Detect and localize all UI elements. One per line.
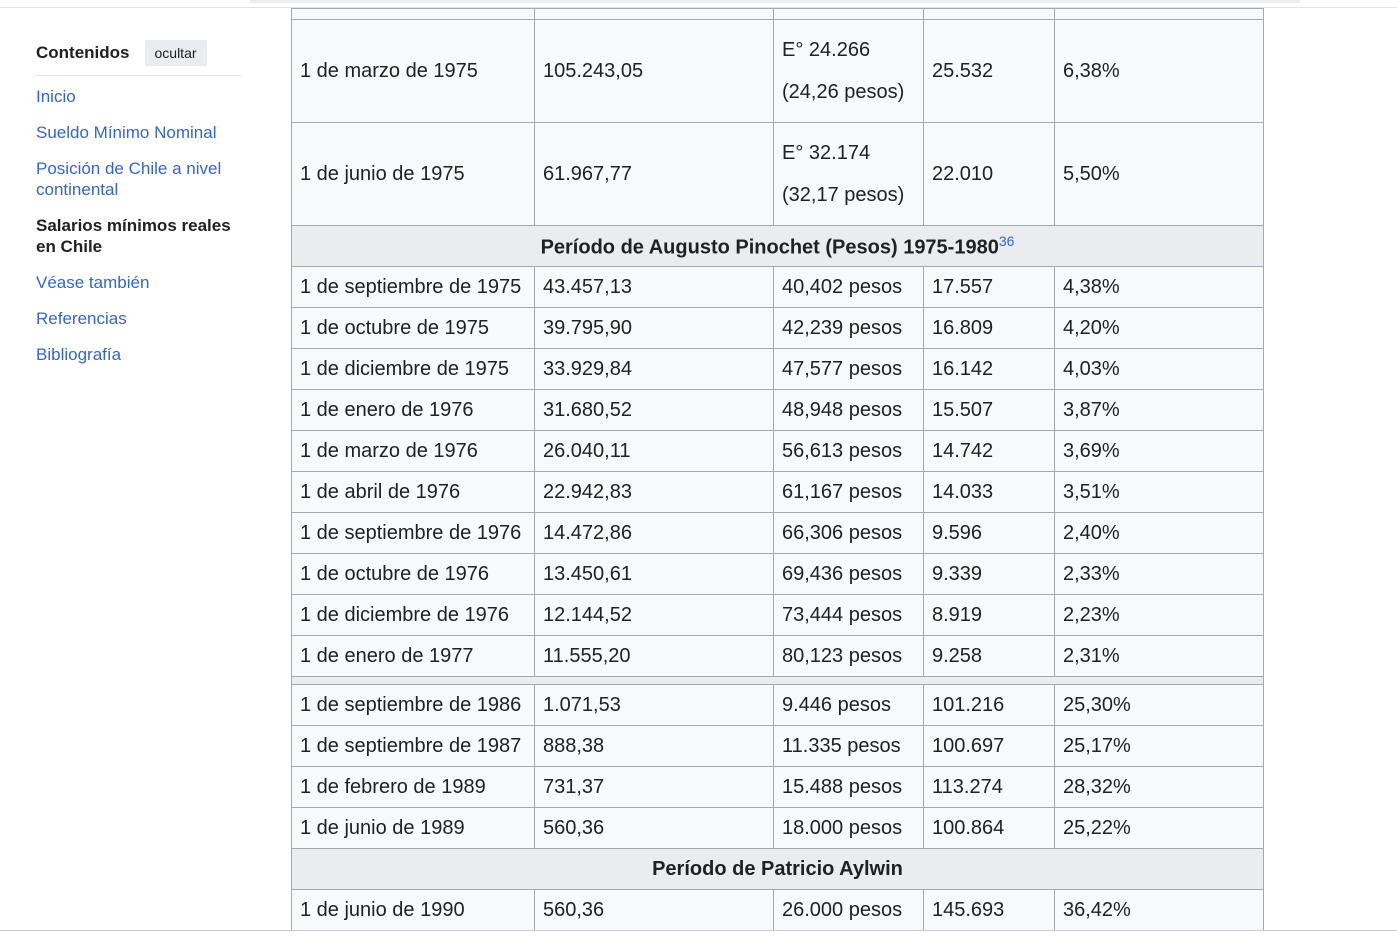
table-row [292, 513, 1264, 554]
table-row [292, 472, 1264, 513]
value-cell: 145.693 [924, 890, 1055, 931]
table-row [292, 390, 1264, 431]
table-row [292, 431, 1264, 472]
real-wage-cell: 105.243,05 [535, 20, 774, 123]
date-cell: 1 de diciembre de 1976 [292, 595, 535, 636]
real-wage-cell: 13.450,61 [535, 554, 774, 595]
percent-cell: 4,38% [1055, 267, 1264, 308]
real-wage-cell: 26.040,11 [535, 431, 774, 472]
table-row [292, 20, 1264, 123]
real-wage-cell: 731,37 [535, 767, 774, 808]
value-cell: 9.596 [924, 513, 1055, 554]
top-border [0, 0, 1397, 8]
date-cell: 1 de septiembre de 1987 [292, 726, 535, 767]
value-cell: 22.010 [924, 123, 1055, 226]
table-row [292, 890, 1264, 931]
percent-cell: 25,17% [1055, 726, 1264, 767]
value-cell: 15.507 [924, 390, 1055, 431]
nominal-wage-cell: 9.446 pesos [774, 685, 924, 726]
nominal-pesos: (24,26 pesos) [782, 81, 905, 103]
nominal-wage-cell [774, 123, 924, 226]
table-gap-cell [292, 677, 1264, 685]
toc-header [36, 38, 241, 76]
section-header-row [292, 226, 1264, 267]
date-cell: 1 de diciembre de 1975 [292, 349, 535, 390]
nominal-wage-cell: 11.335 pesos [774, 726, 924, 767]
table-cell [535, 9, 774, 20]
date-cell: 1 de octubre de 1976 [292, 554, 535, 595]
percent-cell: 4,03% [1055, 349, 1264, 390]
table-row [292, 726, 1264, 767]
nominal-wage-cell: 66,306 pesos [774, 513, 924, 554]
percent-cell: 5,50% [1055, 123, 1264, 226]
value-cell: 9.339 [924, 554, 1055, 595]
date-cell: 1 de marzo de 1976 [292, 431, 535, 472]
toc-item-sueldo-minimo-nominal[interactable]: Sueldo Mínimo Nominal [36, 123, 217, 142]
value-cell: 16.142 [924, 349, 1055, 390]
toc-hide-button[interactable]: ocultar [145, 40, 207, 66]
table-row [292, 123, 1264, 226]
percent-cell: 28,32% [1055, 767, 1264, 808]
wage-table-wrapper [291, 8, 1264, 931]
table-row [292, 349, 1264, 390]
toc-title: Contenidos [36, 42, 130, 62]
table-row [292, 636, 1264, 677]
real-wage-cell: 61.967,77 [535, 123, 774, 226]
nominal-wage-cell: 56,613 pesos [774, 431, 924, 472]
date-cell: 1 de junio de 1975 [292, 123, 535, 226]
real-wage-cell: 12.144,52 [535, 595, 774, 636]
date-cell: 1 de junio de 1989 [292, 808, 535, 849]
section-header-row [292, 849, 1264, 890]
value-cell: 17.557 [924, 267, 1055, 308]
wage-table [291, 8, 1264, 931]
value-cell: 8.919 [924, 595, 1055, 636]
percent-cell: 2,40% [1055, 513, 1264, 554]
nominal-wage-cell: 40,402 pesos [774, 267, 924, 308]
value-cell: 9.258 [924, 636, 1055, 677]
percent-cell: 25,22% [1055, 808, 1264, 849]
toc-item-inicio[interactable]: Inicio [36, 87, 76, 106]
section-header-aylwin: Período de Patricio Aylwin [292, 849, 1264, 890]
date-cell: 1 de octubre de 1975 [292, 308, 535, 349]
nominal-wage-cell: 80,123 pesos [774, 636, 924, 677]
real-wage-cell: 888,38 [535, 726, 774, 767]
real-wage-cell: 1.071,53 [535, 685, 774, 726]
real-wage-cell: 11.555,20 [535, 636, 774, 677]
value-cell: 25.532 [924, 20, 1055, 123]
nominal-wage-cell: 26.000 pesos [774, 890, 924, 931]
real-wage-cell: 43.457,13 [535, 267, 774, 308]
table-row [292, 595, 1264, 636]
table-cell [292, 9, 535, 20]
table-row [292, 685, 1264, 726]
nominal-wage-cell: 15.488 pesos [774, 767, 924, 808]
percent-cell: 3,87% [1055, 390, 1264, 431]
percent-cell: 25,30% [1055, 685, 1264, 726]
date-cell: 1 de febrero de 1989 [292, 767, 535, 808]
wage-table-body [292, 9, 1264, 931]
table-row [292, 554, 1264, 595]
date-cell: 1 de marzo de 1975 [292, 20, 535, 123]
nominal-wage-cell: 47,577 pesos [774, 349, 924, 390]
percent-cell: 6,38% [1055, 20, 1264, 123]
real-wage-cell: 560,36 [535, 890, 774, 931]
nominal-wage-cell: 69,436 pesos [774, 554, 924, 595]
table-row [292, 267, 1264, 308]
real-wage-cell: 14.472,86 [535, 513, 774, 554]
nominal-wage-cell: 73,444 pesos [774, 595, 924, 636]
value-cell: 14.742 [924, 431, 1055, 472]
table-cell [774, 9, 924, 20]
value-cell: 16.809 [924, 308, 1055, 349]
table-row-stub [292, 9, 1264, 20]
value-cell: 100.864 [924, 808, 1055, 849]
nominal-wage-cell: 42,239 pesos [774, 308, 924, 349]
table-of-contents [36, 38, 241, 380]
table-cell [924, 9, 1055, 20]
value-cell: 14.033 [924, 472, 1055, 513]
real-wage-cell: 22.942,83 [535, 472, 774, 513]
table-row [292, 808, 1264, 849]
value-cell: 113.274 [924, 767, 1055, 808]
nominal-wage-cell: 48,948 pesos [774, 390, 924, 431]
top-shade [250, 0, 1300, 3]
section-title: Período de Augusto Pinochet (Pesos) 1975-1980 [540, 236, 999, 259]
real-wage-cell: 33.929,84 [535, 349, 774, 390]
percent-cell: 2,23% [1055, 595, 1264, 636]
percent-cell: 4,20% [1055, 308, 1264, 349]
nominal-escudos: E° 24.266 [782, 39, 871, 61]
value-cell: 101.216 [924, 685, 1055, 726]
table-cell [1055, 9, 1264, 20]
toc-item-referencias[interactable]: Referencias [36, 309, 127, 328]
table-gap-row [292, 677, 1264, 685]
percent-cell: 2,33% [1055, 554, 1264, 595]
toc-item-salarios-minimos-reales[interactable]: Salarios mínimos reales en Chile [36, 216, 231, 256]
bottom-border [0, 930, 1397, 936]
toc-item-posicion-chile[interactable]: Posición de Chile a nivel continental [36, 159, 222, 199]
nominal-wage-cell: 61,167 pesos [774, 472, 924, 513]
date-cell: 1 de septiembre de 1976 [292, 513, 535, 554]
real-wage-cell: 560,36 [535, 808, 774, 849]
table-row [292, 767, 1264, 808]
nominal-pesos: (32,17 pesos) [782, 184, 905, 206]
section-header-pinochet [292, 226, 1264, 267]
date-cell: 1 de abril de 1976 [292, 472, 535, 513]
toc-item-bibliografia[interactable]: Bibliografía [36, 345, 122, 364]
toc-list [36, 86, 241, 365]
date-cell: 1 de enero de 1976 [292, 390, 535, 431]
date-cell: 1 de septiembre de 1975 [292, 267, 535, 308]
value-cell: 100.697 [924, 726, 1055, 767]
percent-cell: 2,31% [1055, 636, 1264, 677]
reference-link[interactable]: 36 [998, 232, 1015, 249]
table-row [292, 308, 1264, 349]
percent-cell: 3,69% [1055, 431, 1264, 472]
nominal-wage-cell [774, 20, 924, 123]
toc-item-vease-tambien[interactable]: Véase también [36, 273, 150, 292]
percent-cell: 3,51% [1055, 472, 1264, 513]
nominal-wage-cell: 18.000 pesos [774, 808, 924, 849]
date-cell: 1 de junio de 1990 [292, 890, 535, 931]
percent-cell: 36,42% [1055, 890, 1264, 931]
nominal-escudos: E° 32.174 [782, 142, 871, 164]
real-wage-cell: 31.680,52 [535, 390, 774, 431]
real-wage-cell: 39.795,90 [535, 308, 774, 349]
date-cell: 1 de septiembre de 1986 [292, 685, 535, 726]
date-cell: 1 de enero de 1977 [292, 636, 535, 677]
